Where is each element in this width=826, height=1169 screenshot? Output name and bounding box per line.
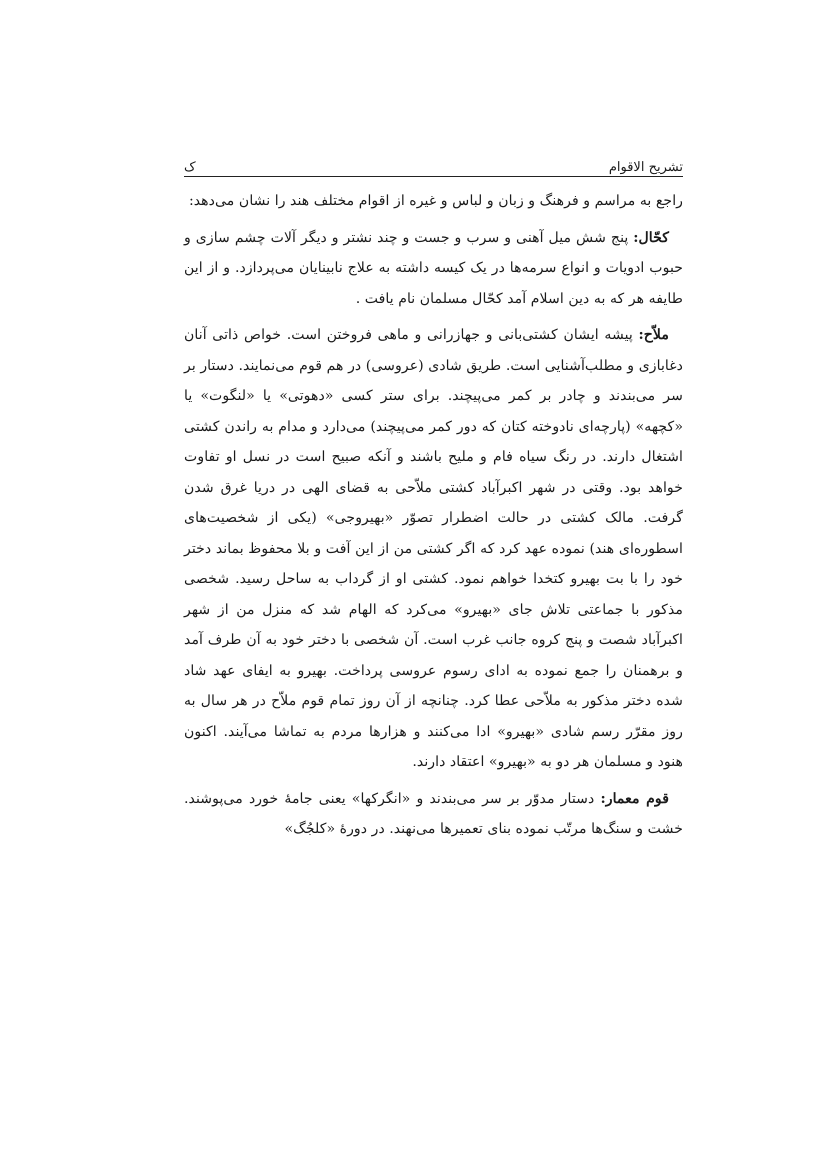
running-header-title: تشریح الاقوام <box>608 160 683 175</box>
entry-text: پنج شش میل آهنی و سرب و جست و چند نشتر و دیگر آلات چشم سازی و حبوب ادویات و انواع سرمه‌ها در یک کیسه داشته به علاج نابینایان می‌پردازد. و از این طایفه هر که به دین اسلام آمد کحّال مسلمان نام یافت . <box>184 229 683 307</box>
running-header <box>184 151 683 175</box>
entry-text: دستار مدوّر بر سر می‌بندند و «انگرکها» یعنی جامهٔ خورد می‌پوشند. خشت و سنگ‌ها مرتّب نموده بنای تعمیرها می‌نهند. در دورهٔ «کلجُگ» <box>184 790 683 837</box>
entry-mallah <box>184 320 683 778</box>
entry-term: ملاّح: <box>638 327 669 343</box>
paragraph-text: راجع به مراسم و فرهنگ و زبان و لباس و غیره از اقوام مختلف هند را نشان می‌دهد: <box>188 193 683 209</box>
entry-kahhal <box>184 223 683 315</box>
body-text <box>184 186 683 851</box>
header-rule <box>184 176 683 177</box>
page-number: ک <box>184 160 196 175</box>
entry-text: پیشه ایشان کشتی‌بانی و جهازرانی و ماهی فروختن است. خواص ذاتی آنان دغابازی و مطلب‌آشنایی است. طریق شادی (عروسی) در هم قوم می‌نمایند. دستار بر سر می‌بندند و چادر بر کمر می‌پیچند. برای ستر کسی «دهوتی» یا «لنگوت» یا «کچهه» (پارچه‌ای نادوخته کتان که دور کمر می‌پیچند) می‌دارد و مدام به راندن کشتی اشتغال دارند. در رنگ سیاه فام و ملیح باشند و آنکه صبیح است در نسل او تفاوت خواهد بود. وقتی در شهر اکبرآباد کشتی ملاّحی به قضای الهی در دریا غرق شدن گرفت. مالک کشتی در حالت اضطرار تصوّر «بهیروجی» (یکی از شخصیت‌های اسطوره‌ای هند) نموده عهد کرد که اگر کشتی من از این آفت و بلا محفوظ بماند دختر خود را با بت بهیرو کتخدا خواهم نمود. کشتی او از گرداب به ساحل رسید. شخصی مذکور با جماعتی تلاش جای «بهیرو» می‌کرد که الهام شد که منزل من از شهر اکبرآباد شصت و پنج کروه جانب غرب است. آن شخصی با دختر خود به آن طرف آمد و برهمنان را جمع نموده به ادای رسوم عروسی پرداخت. بهیرو به ایفای عهد شاد شده دختر مذکور به ملاّحی عطا کرد. چنانچه از آن روز تمام قوم ملاّح در هر سال به روز مقرّر رسم شادی «بهیرو» ادا می‌کنند و هزارها مردم به تماشا می‌آیند. اکنون هنود و مسلمان هر دو به «بهیرو» اعتقاد دارند. <box>184 327 683 770</box>
paragraph-intro <box>184 186 683 217</box>
entry-term: کحّال: <box>633 229 669 246</box>
entry-term: قوم معمار: <box>600 790 669 807</box>
entry-qawm-memar <box>184 784 683 845</box>
